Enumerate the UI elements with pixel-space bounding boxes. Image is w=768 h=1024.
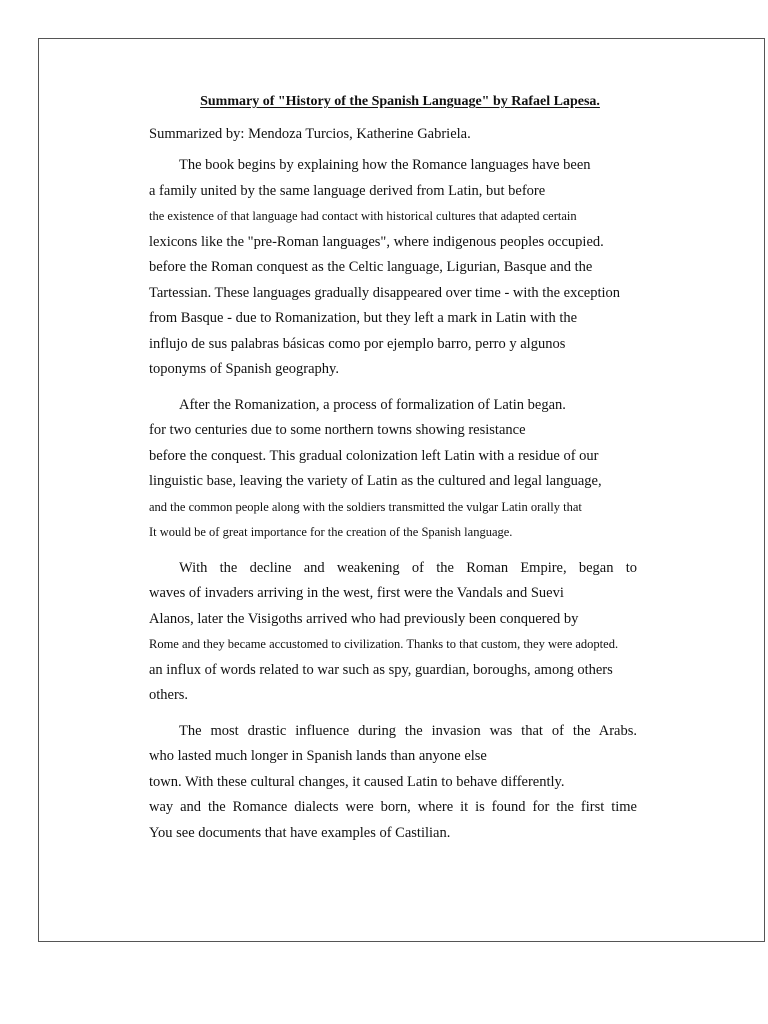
paragraph-line: before the Roman conquest as the Celtic language, Ligurian, Basque and the (149, 259, 593, 275)
paragraph-line: from Basque - due to Romanization, but they left a mark in Latin with the (149, 310, 578, 326)
paragraph-line: the existence of that language had contact with historical cultures that adapted certain (149, 209, 577, 223)
document-body (149, 93, 637, 856)
paragraph-line: for two centuries due to some northern towns showing resistance (149, 422, 526, 438)
paragraph-line: town. With these cultural changes, it caused Latin to behave differently. (149, 773, 565, 790)
paragraph-line: linguistic base, leaving the variety of Latin as the cultured and legal language, (149, 473, 602, 489)
paragraph-line: way and the Romance dialects were born, where it is found for the first time (149, 799, 637, 815)
paragraph (149, 393, 637, 546)
paragraphs (149, 153, 637, 846)
paragraph-line: influjo de sus palabras básicas como por ejemplo barro, perro y algunos (149, 335, 566, 352)
paragraph (149, 556, 637, 709)
paragraph-line: toponyms of Spanish geography. (149, 361, 339, 377)
paragraph-line: The book begins by explaining how the Romance languages have been (179, 157, 591, 173)
paragraph-line: a family united by the same language derived from Latin, but before (149, 182, 546, 199)
paragraph (149, 153, 637, 383)
document-title-text: Summary of "History of the Spanish Language" by Rafael Lapesa. (200, 94, 600, 109)
paragraph (149, 719, 637, 847)
paragraph-line: After the Romanization, a process of formalization of Latin began. (179, 396, 566, 413)
paragraph-line: and the common people along with the soldiers transmitted the vulgar Latin orally that (149, 499, 582, 514)
paragraph-line: before the conquest. This gradual colonization left Latin with a residue of our (149, 447, 599, 464)
paragraph-line: The most drastic influence during the invasion was that of the Arabs. (179, 722, 637, 739)
paragraph-line: others. (149, 687, 189, 703)
paragraph-line: waves of invaders arriving in the west, first were the Vandals and Suevi (149, 585, 564, 601)
paragraph-line: Rome and they became accustomed to civilization. Thanks to that custom, they were adopted. (149, 637, 619, 651)
paragraph-line: Alanos, later the Visigoths arrived who had previously been conquered by (149, 610, 579, 627)
document-title (149, 93, 637, 111)
paragraph-line: lexicons like the "pre-Roman languages", where indigenous peoples occupied. (149, 233, 604, 250)
paragraph-line: Tartessian. These languages gradually disappeared over time - with the exception (149, 284, 621, 301)
paragraph-line: an influx of words related to war such as spy, guardian, boroughs, among others (149, 661, 613, 678)
author-line: Summarized by: Mendoza Turcios, Katherine Gabriela. (149, 126, 471, 142)
paragraph-line: With the decline and weakening of the Roman Empire, began to (179, 559, 637, 576)
paragraph-line: who lasted much longer in Spanish lands than anyone else (149, 748, 487, 764)
paragraph-line: You see documents that have examples of Castilian. (149, 824, 451, 841)
paragraph-line: It would be of great importance for the creation of the Spanish language. (149, 525, 513, 539)
